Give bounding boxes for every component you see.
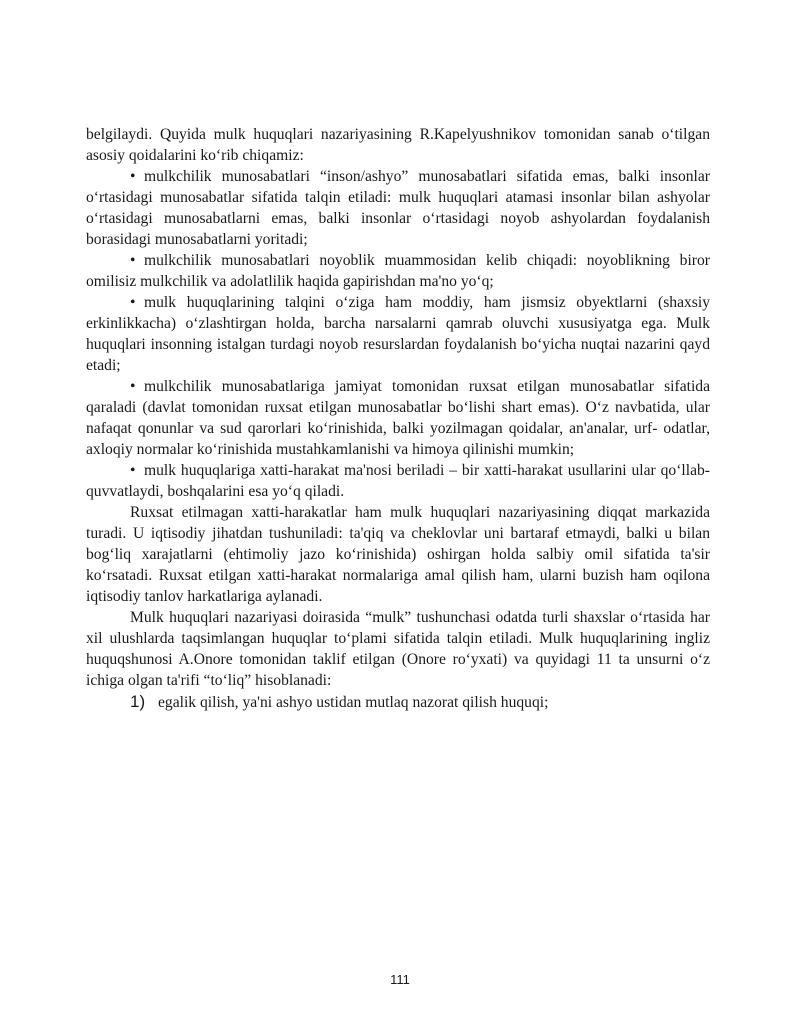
item-number: 1)	[130, 692, 146, 711]
bullet-item	[86, 460, 710, 502]
intro-paragraph: belgilaydi. Quyida mulk huquqlari nazariyasining R.Kapelyushnikov tomonidan sanab o‘tilgan asosiy qoidalarini ko‘rib chiqamiz:	[86, 126, 710, 164]
body-paragraph: Ruxsat etilmagan xatti-harakatlar ham mulk huquqlari nazariyasining diqqat markazida turadi. U iqtisodiy jihatdan tushuniladi: ta'qiq va cheklovlar uni bartaraf etmaydi, balki u bilan bog‘liq xarajatlarni (ehtimoliy jazo ko‘rinishida) oshirgan holda salbiy omil sifatida ta'sir ko‘rsatadi. Ruxsat etilgan xatti-harakat normalariga amal qilish ham, ularni buzish ham oqilona iqtisodiy tanlov harkatlariga aylanadi.	[86, 504, 710, 605]
bullet-item	[86, 292, 710, 376]
bullet-marker: •	[130, 378, 136, 395]
bullet-item	[86, 166, 710, 250]
item-text: egalik qilish, ya'ni ashyo ustidan mutlaq nazorat qilish huquqi;	[158, 694, 549, 711]
bullet-marker: •	[130, 462, 136, 479]
bullet-marker: •	[130, 294, 136, 311]
bullet-text: mulkchilik munosabatlariga jamiyat tomonidan ruxsat etilgan munosabatlar sifatida qaraladi (davlat tomonidan ruxsat etilgan munosabatlar bo‘lishi shart emas). O‘z navbatida, ular nafaqat qonunlar va sud qarorlari ko‘rinishida, balki yozilmagan qoidalar, an'analar, urf- odatlar, axloqiy normalar ko‘rinishida mustahkamlanishi va himoya qilinishi mumkin;	[86, 378, 710, 458]
numbered-list	[86, 691, 710, 713]
bullet-item	[86, 250, 710, 292]
bullet-text: mulk huquqlarining talqini o‘ziga ham moddiy, ham jismsiz obyektlarni (shaxsiy erkinlikkacha) o‘zlashtirgan holda, barcha narsalarni qamrab oluvchi xususiyatga ega. Mulk huquqlari insonning istalgan turdagi noyob resurslardan foydalanish bo‘yicha nuqtai nazarini qayd etadi;	[86, 294, 710, 374]
bullet-text: mulkchilik munosabatlari “inson/ashyo” munosabatlari sifatida emas, balki insonlar o‘rtasidagi munosabatlar sifatida talqin etiladi: mulk huquqlari atamasi insonlar bilan ashyolar o‘rtasidagi munosabatlarni emas, balki insonlar o‘rtasidagi noyob ashyolardan foydalanish borasidagi munosabatlarni yoritadi;	[86, 168, 710, 248]
body-paragraph: Mulk huquqlari nazariyasi doirasida “mulk” tushunchasi odatda turli shaxslar o‘rtasida har xil ulushlarda taqsimlangan huquqlar to‘plami sifatida talqin etiladi. Mulk huquqlarining ingliz huquqshunosi A.Onore tomonidan taklif etilgan (Onore ro‘yxati) va quyidagi 11 ta unsurni o‘z ichiga olgan ta'rifi “to‘liq” hisoblanadi:	[86, 609, 710, 689]
page-number: 111	[390, 972, 410, 987]
bullet-item	[86, 376, 710, 460]
bullet-text: mulkchilik munosabatlari noyoblik muammosidan kelib chiqadi: noyoblikning biror omilisiz mulkchilik va adolatlilik haqida gapirishdan ma'no yo‘q;	[86, 252, 710, 290]
bullet-text: mulk huquqlariga xatti-harakat ma'nosi beriladi – bir xatti-harakat usullarini ular qo‘llab-quvvatlaydi, boshqalarini esa yo‘q qiladi.	[86, 462, 710, 500]
bullet-list	[86, 166, 710, 502]
bullet-marker: •	[130, 168, 136, 185]
numbered-item	[86, 691, 710, 713]
document-page	[86, 124, 710, 713]
bullet-marker: •	[130, 252, 136, 269]
